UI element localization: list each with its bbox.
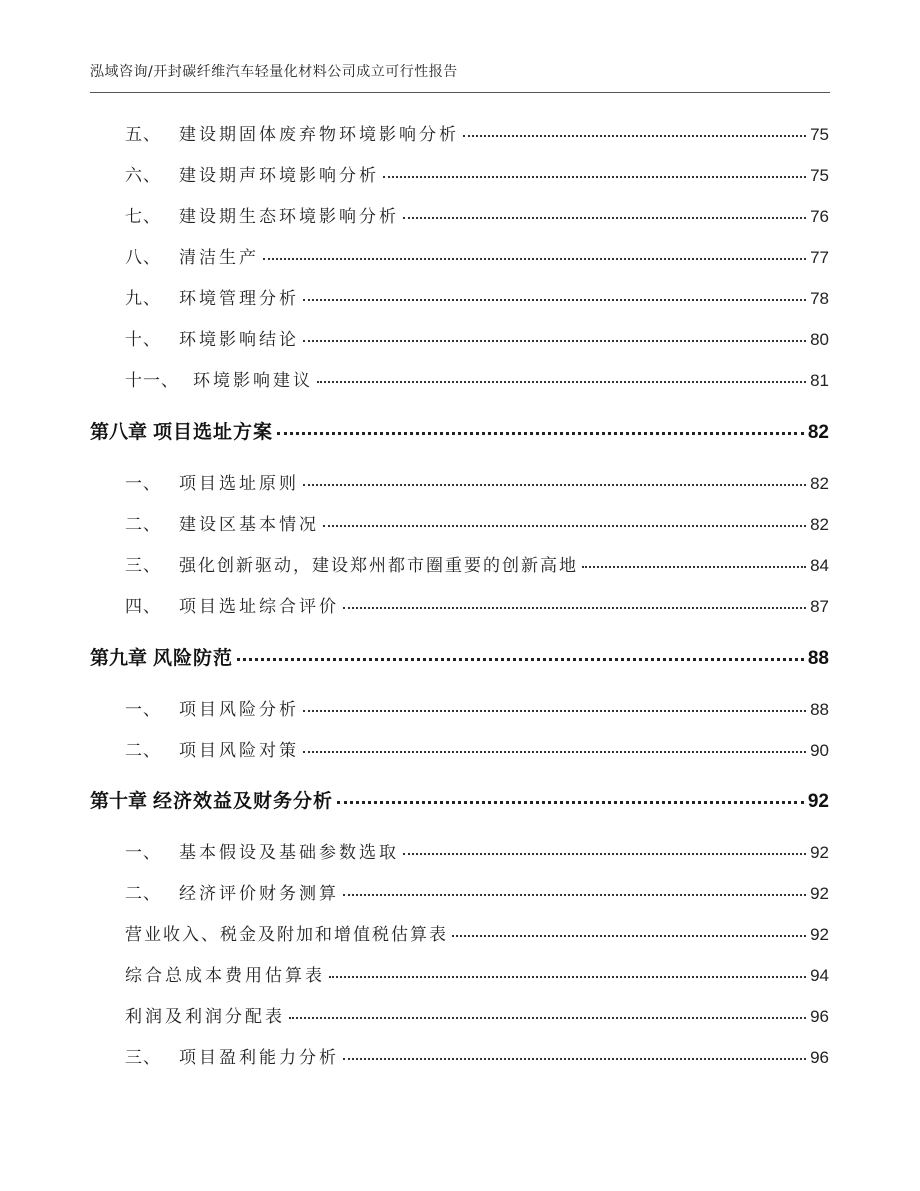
toc-entry[interactable] [125, 1045, 829, 1071]
toc-entry-page: 88 [810, 700, 829, 719]
dot-leader [343, 607, 806, 609]
toc-entry-number: 三、 [125, 556, 161, 576]
toc-entry-number: 二、 [125, 741, 161, 761]
toc-entry-title: 环境影响结论 [179, 330, 299, 350]
dot-leader [237, 658, 804, 661]
toc-entry-page: 81 [810, 371, 829, 390]
toc-entry[interactable] [125, 286, 829, 312]
toc-entry-title: 环境管理分析 [179, 289, 299, 309]
toc-entry[interactable] [125, 881, 829, 907]
dot-leader [452, 935, 806, 937]
toc-entry-title: 项目盈利能力分析 [179, 1048, 339, 1068]
toc-entry-number: 一、 [125, 843, 161, 863]
toc-entry-number: 十一、 [125, 371, 179, 391]
chapter-title: 项目选址方案 [153, 421, 274, 443]
toc-entry-title: 环境影响建议 [193, 371, 313, 391]
toc-entry-title: 利润及利润分配表 [125, 1007, 285, 1027]
toc-entry[interactable] [125, 163, 829, 189]
toc-entry-page: 96 [810, 1007, 829, 1026]
toc-entry[interactable] [125, 594, 829, 620]
dot-leader [303, 299, 806, 301]
toc-entry-number: 二、 [125, 515, 161, 535]
chapter-page: 82 [807, 422, 829, 443]
toc-entry-title: 项目选址综合评价 [179, 597, 339, 617]
toc-entry-page: 92 [810, 884, 829, 903]
toc-chapter-10[interactable] [90, 788, 829, 814]
chapter-label: 第八章 [90, 421, 148, 443]
dot-leader [343, 1058, 806, 1060]
toc-entry-page: 77 [810, 248, 829, 267]
toc-entry-page: 94 [810, 966, 829, 985]
toc-entry-title: 经济评价财务测算 [179, 884, 339, 904]
toc-entry-page: 90 [810, 741, 829, 760]
toc-entry-number: 八、 [125, 248, 161, 268]
toc-entry-title: 基本假设及基础参数选取 [179, 843, 399, 863]
toc-entry-title: 建设期生态环境影响分析 [179, 207, 399, 227]
toc-entry-number: 一、 [125, 474, 161, 494]
chapter-label: 第九章 [90, 647, 148, 669]
toc-entry-title: 清洁生产 [179, 248, 259, 268]
toc-entry[interactable] [125, 1004, 829, 1030]
toc-entry-title: 项目风险对策 [179, 741, 299, 761]
chapter-page: 88 [807, 648, 829, 669]
dot-leader [403, 853, 806, 855]
dot-leader [303, 340, 806, 342]
dot-leader [289, 1017, 806, 1019]
toc-entry-title: 项目风险分析 [179, 700, 299, 720]
toc-entry-number: 一、 [125, 700, 161, 720]
dot-leader [303, 484, 806, 486]
dot-leader [329, 976, 806, 978]
toc-chapter-8[interactable] [90, 419, 829, 445]
toc-entry-page: 82 [810, 515, 829, 534]
toc-entry-page: 76 [810, 207, 829, 226]
toc-entry-number: 六、 [125, 166, 161, 186]
dot-leader [343, 894, 806, 896]
chapter-title: 风险防范 [153, 647, 234, 669]
toc-entry[interactable] [125, 697, 829, 723]
toc-entry-number: 七、 [125, 207, 161, 227]
toc-entry-title: 营业收入、税金及附加和增值税估算表 [125, 925, 448, 945]
dot-leader [263, 258, 806, 260]
running-header: 泓域咨询/开封碳纤维汽车轻量化材料公司成立可行性报告 [90, 64, 458, 80]
toc-entry[interactable] [125, 963, 829, 989]
toc-entry[interactable] [125, 738, 829, 764]
dot-leader [337, 801, 804, 804]
toc-entry-page: 96 [810, 1048, 829, 1067]
toc-entry-title: 综合总成本费用估算表 [125, 966, 325, 986]
toc-entry-number: 九、 [125, 289, 161, 309]
toc-entry[interactable] [125, 512, 829, 538]
toc-entry-page: 75 [810, 166, 829, 185]
toc-entry[interactable] [125, 368, 829, 394]
toc-entry-number: 四、 [125, 597, 161, 617]
dot-leader [317, 381, 806, 383]
toc-chapter-9[interactable] [90, 645, 829, 671]
toc-entry-page: 75 [810, 125, 829, 144]
toc-entry[interactable] [125, 840, 829, 866]
toc-entry-page: 87 [810, 597, 829, 616]
toc-entry-title: 强化创新驱动，建设郑州都市圈重要的创新高地 [179, 556, 578, 576]
dot-leader [463, 135, 806, 137]
toc-entry-page: 78 [810, 289, 829, 308]
toc-entry-title: 建设期声环境影响分析 [179, 166, 379, 186]
toc-entry-number: 二、 [125, 884, 161, 904]
toc-entry-title: 建设区基本情况 [179, 515, 319, 535]
dot-leader [403, 217, 806, 219]
dot-leader [277, 432, 804, 435]
toc-entry[interactable] [125, 122, 829, 148]
chapter-label: 第十章 [90, 790, 148, 812]
toc-entry[interactable] [125, 471, 829, 497]
dot-leader [303, 710, 806, 712]
toc-entry-number: 三、 [125, 1048, 161, 1068]
chapter-title: 经济效益及财务分析 [153, 790, 334, 812]
toc-entry[interactable] [125, 553, 829, 579]
toc-entry-title: 建设期固体废弃物环境影响分析 [179, 125, 459, 145]
toc-entry-page: 84 [810, 556, 829, 575]
toc-entry[interactable] [125, 922, 829, 948]
toc-entry[interactable] [125, 204, 829, 230]
toc-entry-page: 82 [810, 474, 829, 493]
toc-entry-number: 十、 [125, 330, 161, 350]
dot-leader [383, 176, 806, 178]
toc-entry[interactable] [125, 327, 829, 353]
toc-entry-number: 五、 [125, 125, 161, 145]
toc-entry[interactable] [125, 245, 829, 271]
dot-leader [303, 751, 806, 753]
chapter-page: 92 [807, 791, 829, 812]
toc-entry-page: 92 [810, 925, 829, 944]
toc-entry-page: 80 [810, 330, 829, 349]
dot-leader [582, 566, 806, 568]
toc-entry-page: 92 [810, 843, 829, 862]
toc-entry-title: 项目选址原则 [179, 474, 299, 494]
dot-leader [323, 525, 806, 527]
